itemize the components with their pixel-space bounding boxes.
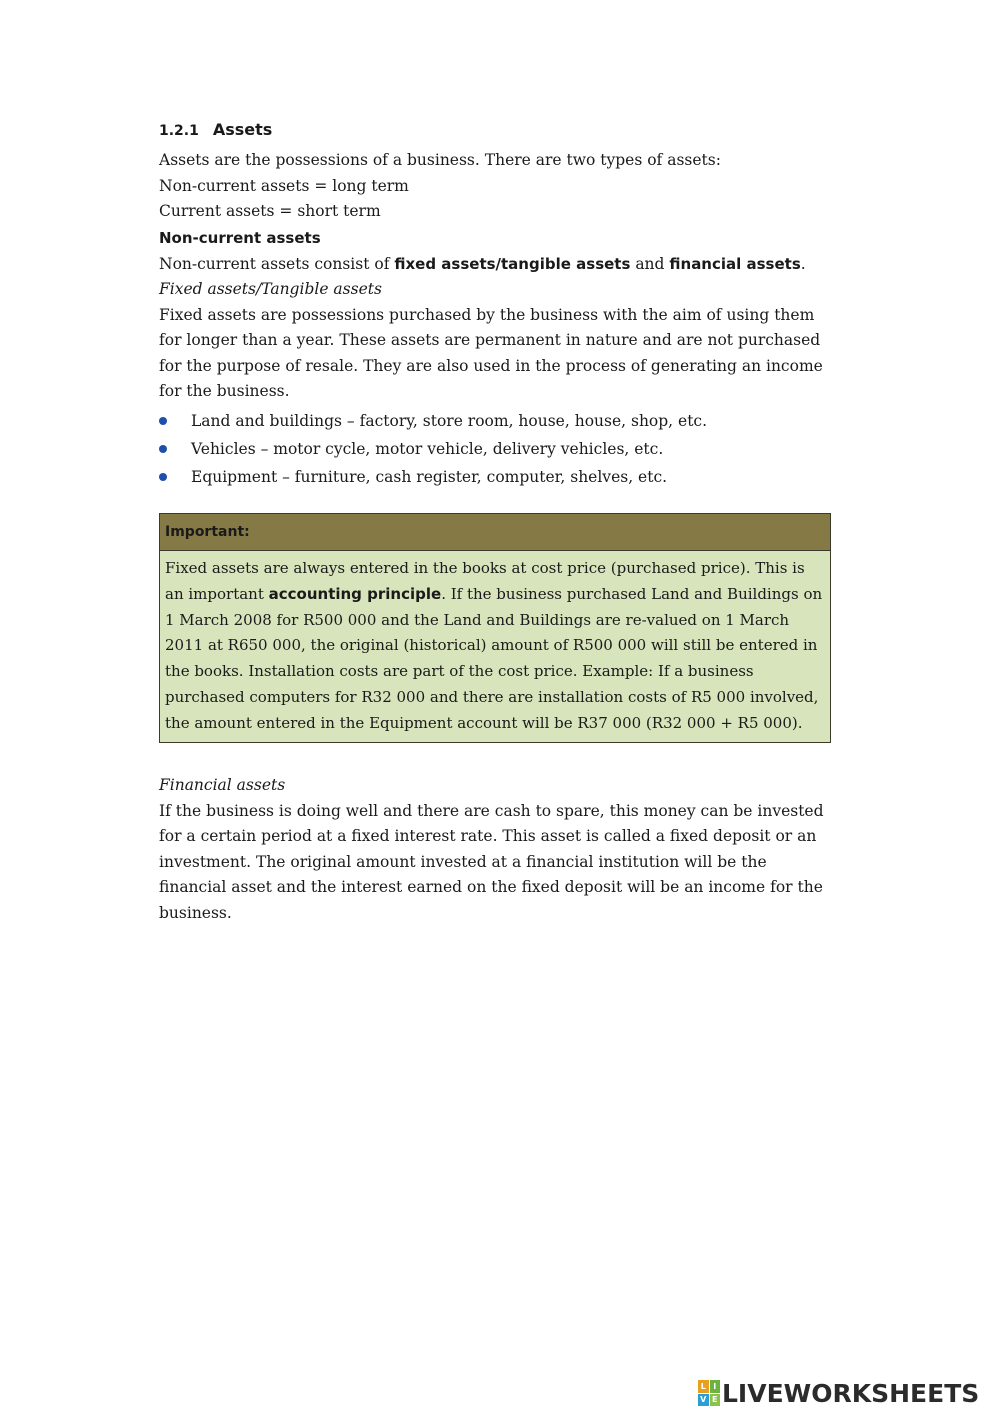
list-item [159, 435, 831, 463]
financial-assets-paragraph: If the business is doing well and there are cash to spare, this money can be invested for a certain period at a fixed interest rate. This asset is called a fixed deposit or an investment. The original amount invested at a financial institution will be the financial asset and the interest earned on the fixed deposit will be an income for the business. [159, 801, 824, 922]
intro-line-2: Non-current assets = long term [159, 176, 409, 195]
logo-badge-letter: L [698, 1380, 709, 1393]
financial-assets-section [159, 773, 831, 926]
important-text-b: . If the business purchased Land and Buildings on 1 March 2008 for R500 000 and the Land and Buildings are re-valued on 1 March 2011 at R650 000, the original (historical) amount of R500 000 will still be entered in the books. Installation costs are part of the cost price. Example: If a business purchased computers for R32 000 and there are installation costs of R5 000 involved, the amount entered in the Equipment account will be R37 000 (R32 000 + R5 000). [165, 584, 823, 732]
fixed-assets-list [159, 407, 831, 491]
important-box [159, 513, 831, 743]
logo-badge-letter: E [710, 1394, 721, 1407]
important-bold: accounting principle [268, 584, 442, 603]
list-item [159, 407, 831, 435]
non-current-sentence-mid: and [630, 254, 670, 273]
intro-line-1: Assets are the possessions of a business. There are two types of assets: [159, 151, 721, 169]
list-item [159, 463, 831, 491]
fixed-assets-paragraph: Fixed assets are possessions purchased by the business with the aim of using them for longer than a year. These assets are permanent in nature and are not purchased for the purpose of resale. They are also used in the process of generating an income for the business. [159, 305, 823, 400]
list-item-text: Equipment – furniture, cash register, computer, shelves, etc. [191, 467, 668, 486]
non-current-sentence-end: . [800, 254, 806, 273]
logo-text: LIVEWORKSHEETS [722, 1378, 980, 1408]
section-number: 1.2.1 [159, 123, 199, 139]
bullet-icon [159, 445, 167, 453]
intro-line-3: Current assets = short term [159, 202, 381, 220]
non-current-sentence [159, 252, 831, 278]
liveworksheets-logo [698, 1378, 979, 1408]
list-item-text: Land and buildings – factory, store room, house, house, shop, etc. [191, 411, 708, 430]
logo-badge-letter: V [698, 1394, 709, 1407]
bullet-icon [159, 473, 167, 481]
important-text-a: Fixed assets are always entered in the books at cost price (purchased price). This is an important [165, 559, 805, 603]
section-heading [159, 118, 831, 142]
non-current-bold-2: financial assets [669, 254, 801, 273]
non-current-bold-1: fixed assets/tangible assets [394, 254, 631, 273]
non-current-sentence-start: Non-current assets consist of [159, 254, 395, 273]
important-body [160, 551, 830, 742]
logo-badge-icon [698, 1380, 720, 1406]
assets-section [159, 118, 831, 491]
list-item-text: Vehicles – motor cycle, motor vehicle, delivery vehicles, etc. [191, 439, 664, 458]
non-current-heading: Non-current assets [159, 228, 321, 247]
section-title: Assets [212, 120, 273, 139]
fixed-assets-heading: Fixed assets/Tangible assets [159, 280, 382, 298]
logo-badge-letter: I [710, 1380, 721, 1393]
important-title: Important: [160, 514, 830, 551]
financial-assets-heading: Financial assets [159, 776, 286, 794]
bullet-icon [159, 417, 167, 425]
